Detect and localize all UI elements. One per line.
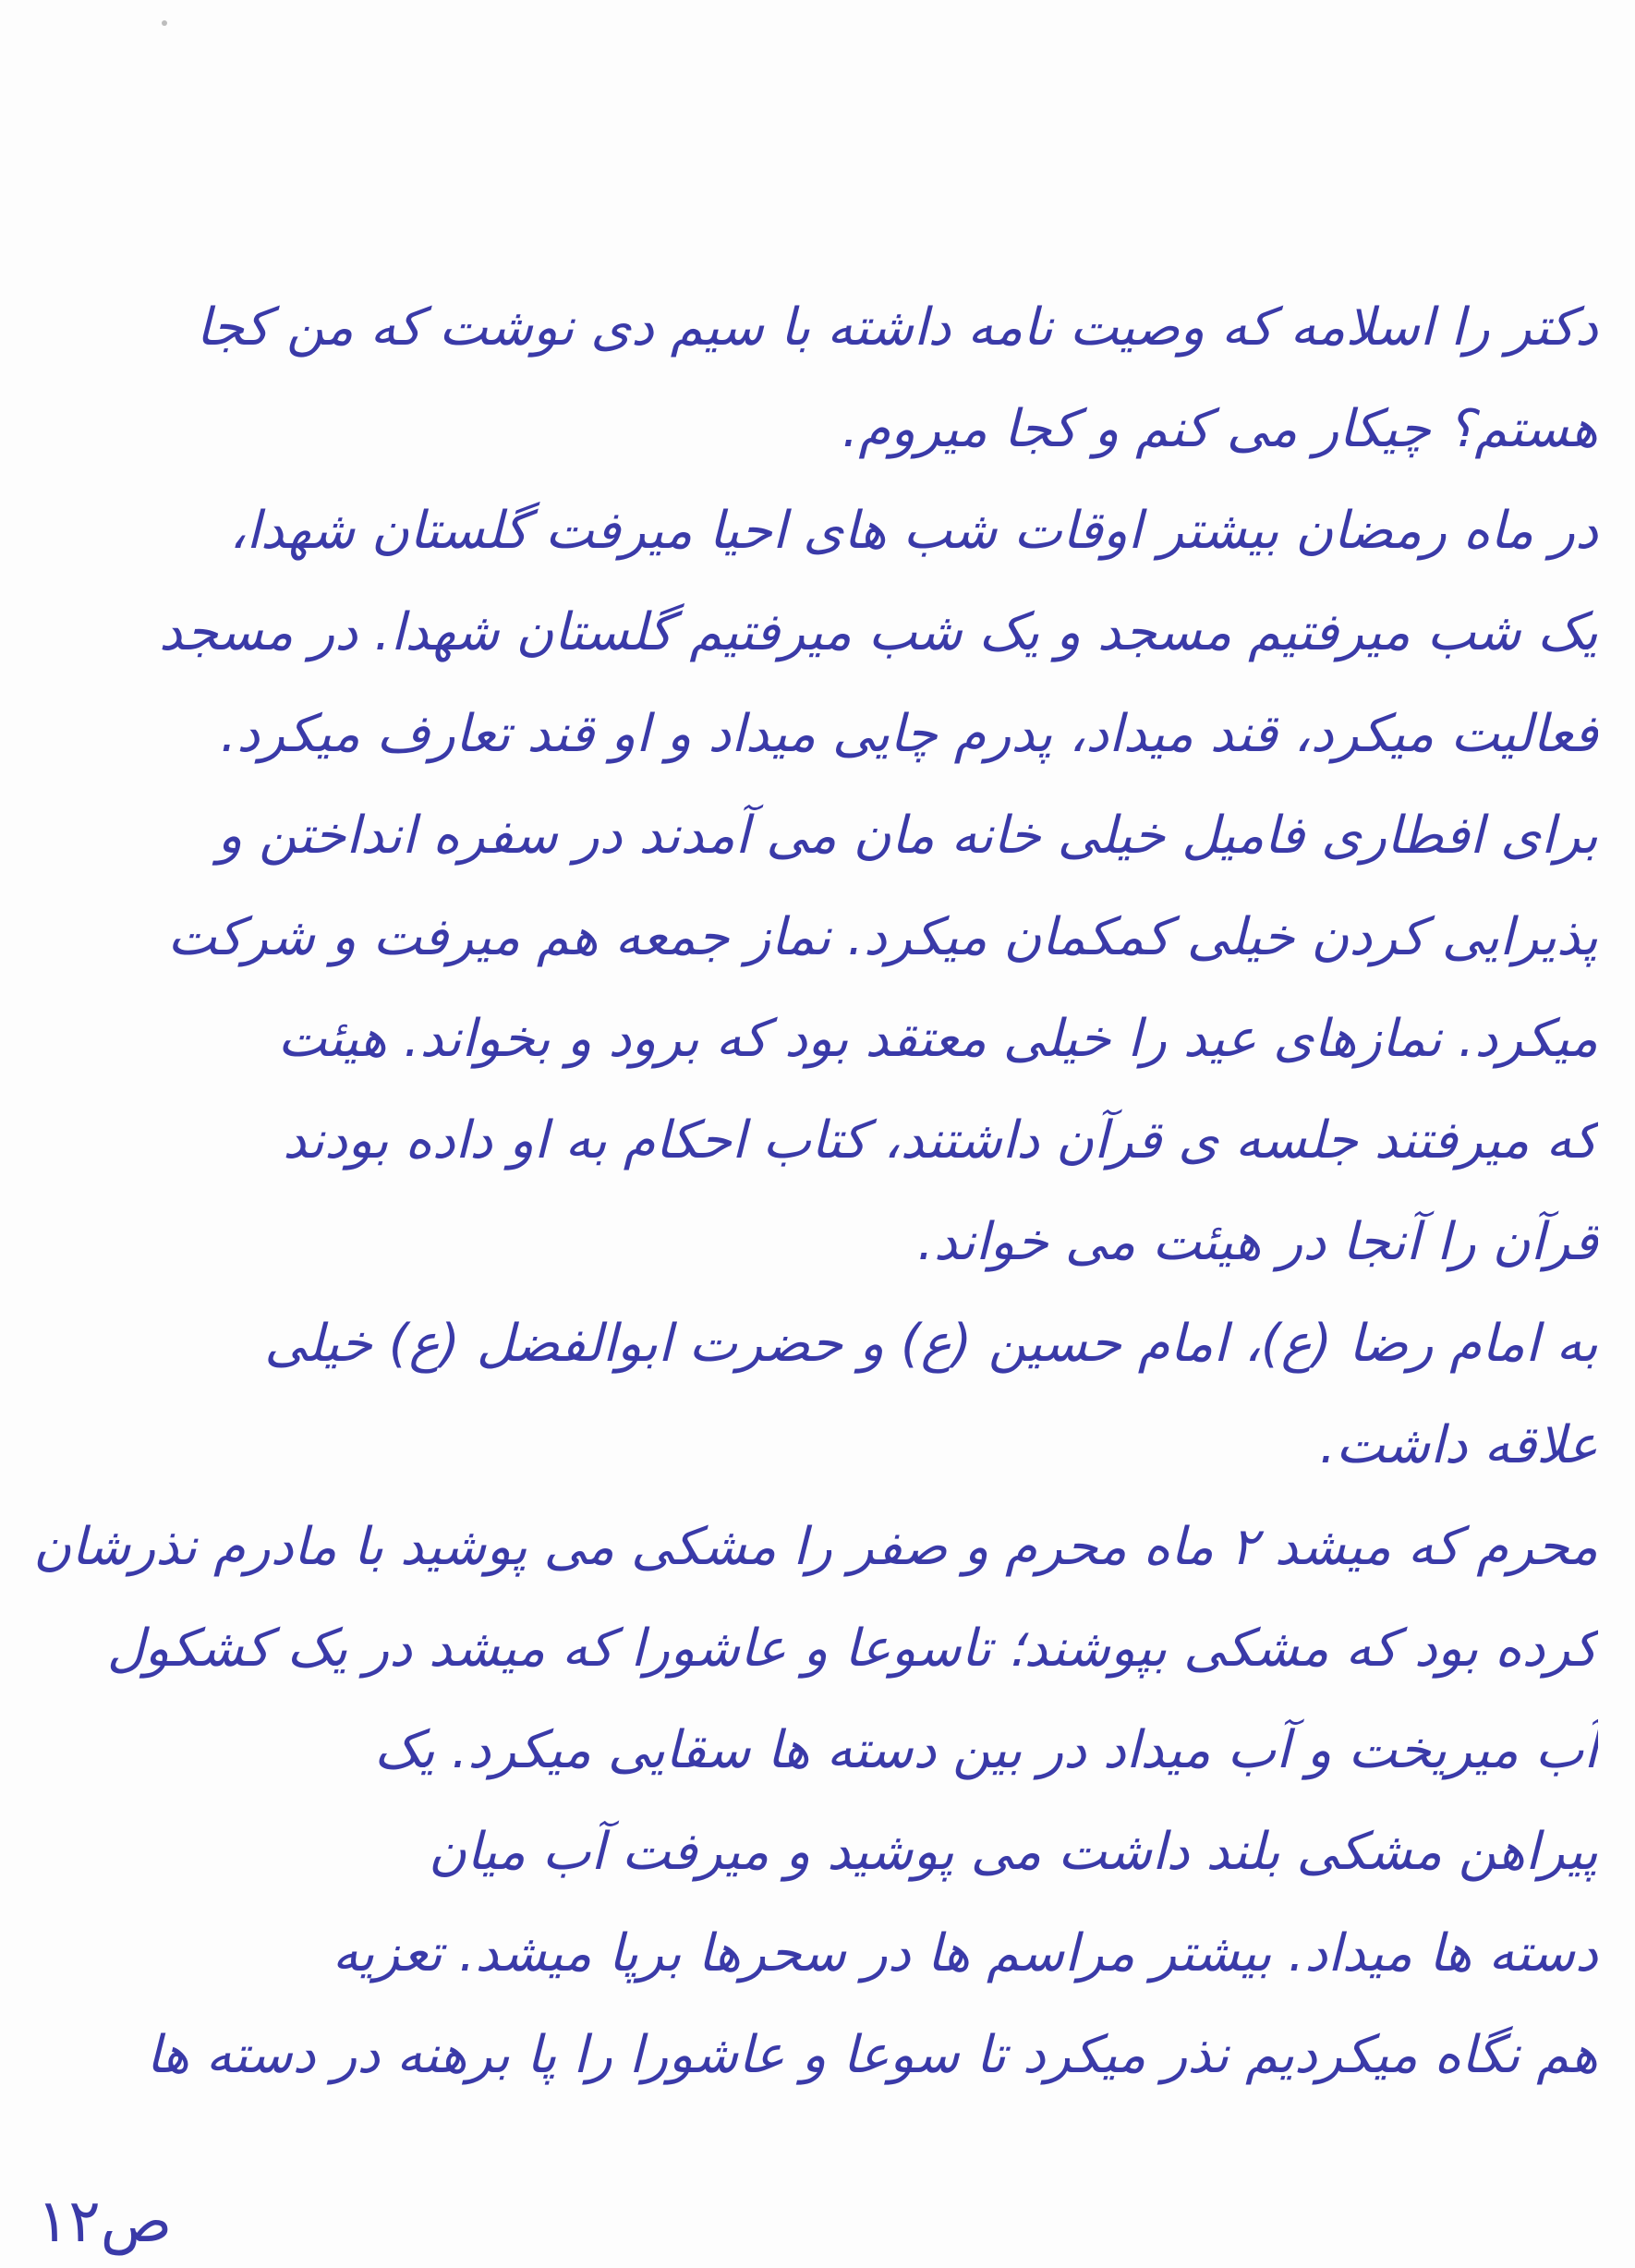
text-line: که میرفتند جلسه ی قرآن داشتند، کتاب احکام به او داده بودند <box>283 1110 1598 1170</box>
page-number: ص۱۲ <box>37 2188 173 2256</box>
text-line: پذیرایی کردن خیلی کمکمان میکرد. نماز جمعه هم میرفت و شرکت <box>167 907 1598 967</box>
text-line: قرآن را آنجا در هیئت می خواند. <box>917 1212 1598 1272</box>
text-line: برای افطاری فامیل خیلی خانه مان می آمدند در سفره انداختن و <box>217 806 1598 866</box>
text-line: علاقه داشت. <box>1319 1415 1598 1475</box>
handwritten-text-block <box>9 277 1598 2106</box>
paper-speck <box>162 20 167 26</box>
text-line: فعالیت میکرد، قند میداد، پدرم چایی میداد و او قند تعارف میکرد. <box>220 704 1598 764</box>
text-line: یک شب میرفتیم مسجد و یک شب میرفتیم گلستان شهدا. در مسجد <box>158 602 1598 662</box>
text-line: محرم که میشد ۲ ماه محرم و صفر را مشکی می پوشید با مادرم نذرشان <box>33 1517 1598 1577</box>
text-line: در ماه رمضان بیشتر اوقات شب های احیا میرفت گلستان شهدا، <box>229 501 1598 561</box>
text-line: آب میریخت و آب میداد در بین دسته ها سقایی میکرد. یک <box>374 1720 1598 1780</box>
text-line: هم نگاه میکردیم نذر میکرد تا سوعا و عاشورا را پا برهنه در دسته ها <box>146 2025 1598 2085</box>
text-line: هستم؟ چیکار می کنم و کجا میروم. <box>842 399 1598 459</box>
text-line: به امام رضا (ع)، امام حسین (ع) و حضرت ابوالفضل (ع) خیلی <box>264 1314 1598 1374</box>
text-line: دسته ها میداد. بیشتر مراسم ها در سحرها برپا میشد. تعزیه <box>332 1923 1598 1983</box>
text-line: کرده بود که مشکی بپوشند؛ تاسوعا و عاشورا که میشد در یک کشکول <box>106 1619 1598 1679</box>
text-line: پیراهن مشکی بلند داشت می پوشید و میرفت آب میان <box>428 1822 1598 1882</box>
text-line: میکرد. نمازهای عید را خیلی معتقد بود که برود و بخواند. هیئت <box>277 1009 1598 1069</box>
text-line: دکتر را اسلامه که وصیت نامه داشته با سیم دی نوشت که من کجا <box>196 297 1598 358</box>
